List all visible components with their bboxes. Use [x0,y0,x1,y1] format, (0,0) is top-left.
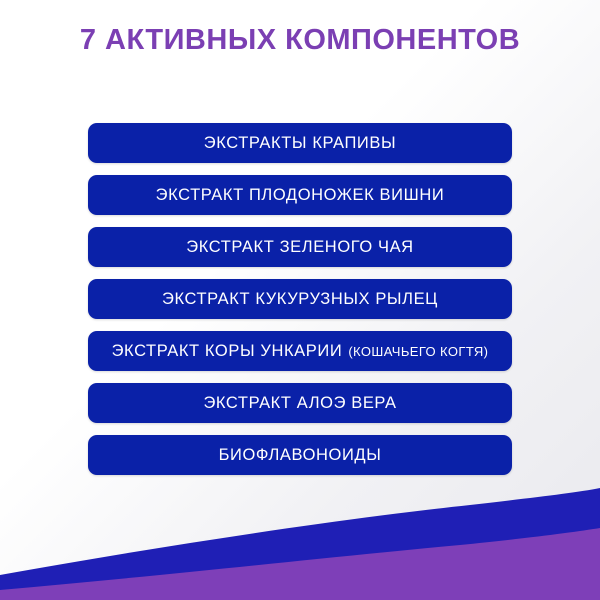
ingredient-list [88,123,512,475]
ingredient-note: (КОШАЧЬЕГО КОГТЯ) [348,343,489,359]
ingredient-pill-cherry-stems [88,175,512,215]
ingredient-pill-cats-claw [88,331,512,371]
ingredient-pill-aloe-vera [88,383,512,423]
ingredient-label: ЭКСТРАКТ ЗЕЛЕНОГО ЧАЯ [186,237,414,256]
ingredient-label: ЭКСТРАКТЫ КРАПИВЫ [203,133,397,152]
ingredient-label: ЭКСТРАКТ АЛОЭ ВЕРА [203,393,397,412]
ingredient-pill-corn-silk [88,279,512,319]
wave-blue-shape [0,488,600,600]
ingredient-pill-nettle [88,123,512,163]
ingredient-label: ЭКСТРАКТ ПЛОДОНОЖЕК ВИШНИ [155,185,445,204]
page-title: 7 АКТИВНЫХ КОМПОНЕНТОВ [79,24,521,56]
ingredient-label: ЭКСТРАКТ КУКУРУЗНЫХ РЫЛЕЦ [162,289,438,308]
ingredient-pill-bioflavonoids [88,435,512,475]
ingredient-label: ЭКСТРАКТ КОРЫ УНКАРИИ [111,341,343,360]
wave-purple-shape [0,528,600,600]
ingredient-pill-green-tea [88,227,512,267]
ingredient-label: БИОФЛАВОНОИДЫ [218,445,382,464]
